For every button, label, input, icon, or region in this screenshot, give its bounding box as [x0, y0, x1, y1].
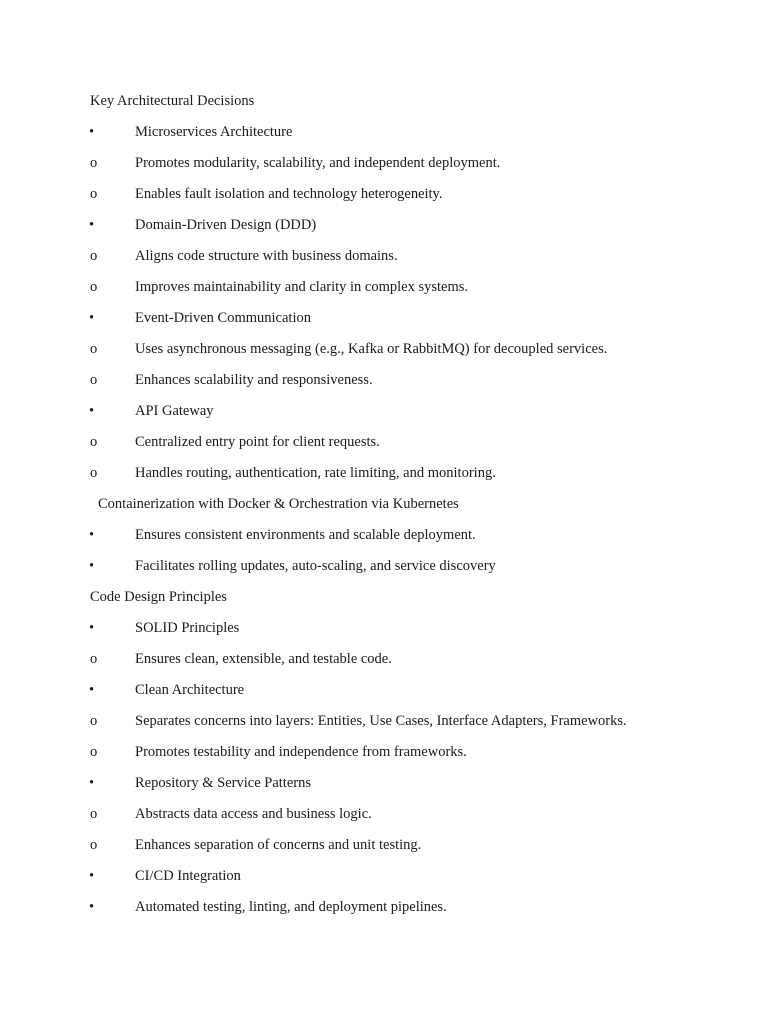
bullet-marker: • — [89, 620, 95, 636]
bullet-item — [0, 554, 768, 585]
heading-text: Code Design Principles — [90, 589, 227, 605]
bullet-item — [0, 306, 768, 337]
bullet-item — [0, 616, 768, 647]
section-heading — [0, 585, 768, 616]
item-text: Promotes testability and independence from frameworks. — [135, 744, 467, 760]
item-text: Separates concerns into layers: Entities, Use Cases, Interface Adapters, Frameworks. — [135, 713, 627, 729]
sub-bullet-item — [0, 802, 768, 833]
sub-bullet-marker: o — [90, 186, 98, 202]
item-text: Centralized entry point for client requests. — [135, 434, 380, 450]
bullet-item — [0, 523, 768, 554]
item-text: Domain-Driven Design (DDD) — [135, 217, 317, 233]
item-text: Microservices Architecture — [135, 124, 293, 140]
bullet-marker: • — [89, 558, 95, 574]
bullet-marker: • — [89, 775, 95, 791]
sub-bullet-marker: o — [90, 651, 98, 667]
bullet-item — [0, 678, 768, 709]
item-text: Ensures clean, extensible, and testable code. — [135, 651, 392, 667]
item-text: Ensures consistent environments and scalable deployment. — [135, 527, 476, 543]
sub-bullet-marker: o — [90, 248, 98, 264]
sub-bullet-marker: o — [90, 341, 98, 357]
bullet-marker: • — [89, 217, 95, 233]
bullet-item — [0, 895, 768, 926]
item-text: Improves maintainability and clarity in complex systems. — [135, 279, 469, 295]
bullet-marker: • — [89, 682, 95, 698]
bullet-item — [0, 213, 768, 244]
item-text: Clean Architecture — [135, 682, 245, 698]
section-heading — [0, 89, 768, 120]
bullet-marker: • — [89, 899, 95, 915]
sub-bullet-item — [0, 833, 768, 864]
sub-bullet-item — [0, 337, 768, 368]
item-text: API Gateway — [135, 403, 214, 419]
bullet-item — [0, 120, 768, 151]
item-text: Enhances scalability and responsiveness. — [135, 372, 373, 388]
document-body — [0, 89, 768, 926]
sub-bullet-item — [0, 740, 768, 771]
item-text: Uses asynchronous messaging (e.g., Kafka or RabbitMQ) for decoupled services. — [135, 341, 608, 357]
item-text: Aligns code structure with business domains. — [135, 248, 398, 264]
sub-bullet-item — [0, 244, 768, 275]
sub-bullet-marker: o — [90, 279, 98, 295]
item-text: Enhances separation of concerns and unit testing. — [135, 837, 422, 853]
sub-bullet-marker: o — [90, 155, 98, 171]
bullet-marker: • — [89, 868, 95, 884]
sub-bullet-item — [0, 151, 768, 182]
item-text: Handles routing, authentication, rate limiting, and monitoring. — [135, 465, 496, 481]
bullet-item — [0, 771, 768, 802]
sub-bullet-item — [0, 461, 768, 492]
sub-bullet-item — [0, 647, 768, 678]
item-text: Facilitates rolling updates, auto-scaling, and service discovery — [135, 558, 496, 574]
bullet-marker: • — [89, 310, 95, 326]
section-heading — [0, 492, 768, 523]
sub-bullet-marker: o — [90, 837, 98, 853]
sub-bullet-marker: o — [90, 713, 98, 729]
bullet-item — [0, 864, 768, 895]
item-text: SOLID Principles — [135, 620, 240, 636]
sub-bullet-marker: o — [90, 744, 98, 760]
sub-bullet-marker: o — [90, 806, 98, 822]
bullet-marker: • — [89, 403, 95, 419]
bullet-marker: • — [89, 527, 95, 543]
sub-bullet-item — [0, 368, 768, 399]
item-text: Automated testing, linting, and deployment pipelines. — [135, 899, 447, 915]
item-text: Event-Driven Communication — [135, 310, 311, 326]
sub-bullet-item — [0, 182, 768, 213]
sub-bullet-marker: o — [90, 434, 98, 450]
sub-bullet-item — [0, 430, 768, 461]
heading-text: Key Architectural Decisions — [90, 93, 255, 109]
bullet-marker: • — [89, 124, 95, 140]
item-text: Abstracts data access and business logic. — [135, 806, 372, 822]
heading-text: Containerization with Docker & Orchestration via Kubernetes — [98, 496, 459, 512]
item-text: CI/CD Integration — [135, 868, 241, 884]
bullet-item — [0, 399, 768, 430]
item-text: Repository & Service Patterns — [135, 775, 311, 791]
sub-bullet-item — [0, 709, 768, 740]
sub-bullet-item — [0, 275, 768, 306]
sub-bullet-marker: o — [90, 465, 98, 481]
item-text: Enables fault isolation and technology heterogeneity. — [135, 186, 443, 202]
item-text: Promotes modularity, scalability, and independent deployment. — [135, 155, 501, 171]
sub-bullet-marker: o — [90, 372, 98, 388]
